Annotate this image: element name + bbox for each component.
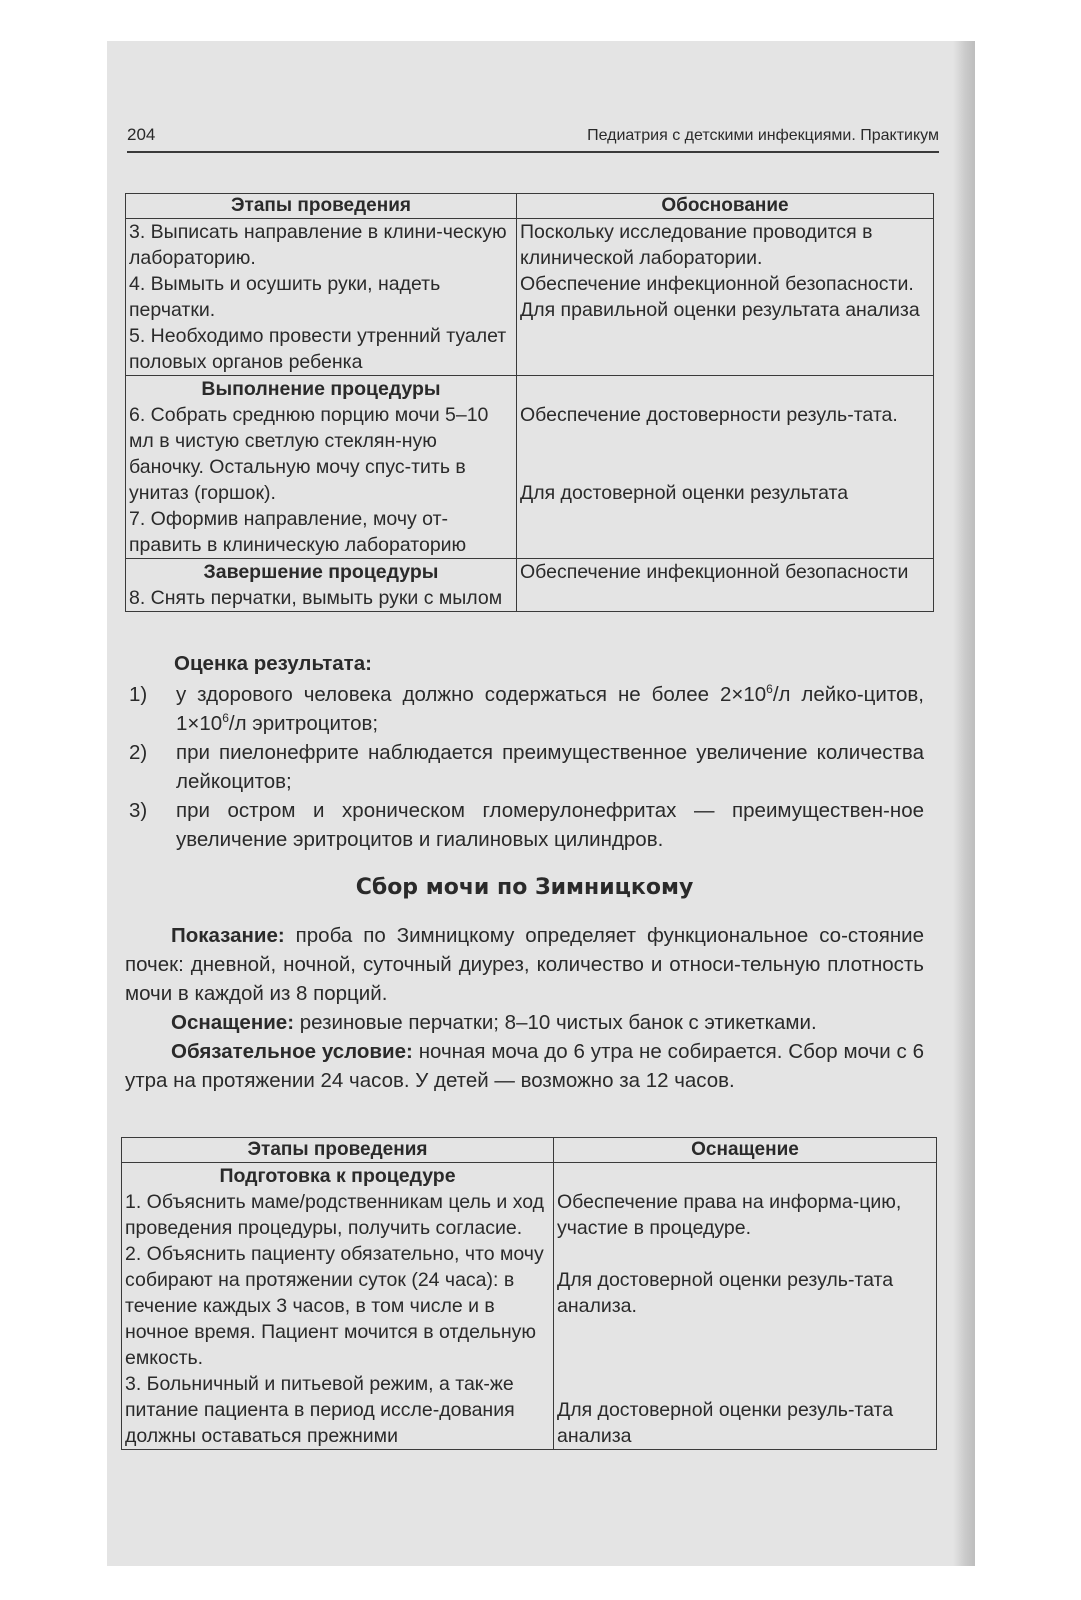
list-item: 3) при остром и хроническом гломерулонефритах — преимуществен-ное увеличение эритроцитов и гиалиновых цилиндров. (129, 799, 924, 851)
column-header: Этапы проведения (122, 1138, 554, 1163)
step-text: 3. Больничный и питьевой режим, а так-же питание пациента в период иссле-дования должны оставаться прежними (125, 1373, 515, 1447)
table-row (126, 219, 934, 376)
procedure-table-2 (121, 1137, 937, 1450)
table-cell (126, 219, 517, 376)
rationale-text: Для достоверной оценки результата (520, 482, 849, 504)
condition-paragraph: Обязательное условие: ночная моча до 6 утра не собирается. Сбор мочи с 6 утра на протяжении 24 часов. У детей — возможно за 12 часов. (125, 1040, 924, 1092)
step-text: 2. Объяснить пациенту обязательно, что мочу собирают на протяжении суток (24 часа): в течение каждых 3 часов, в том числе и в ночное время. Пациент мочится в отдельную емкость. (125, 1243, 544, 1369)
book-title: Педиатрия с детскими инфекциями. Практикум (587, 127, 939, 144)
column-header: Оснащение (554, 1138, 937, 1163)
rationale-text: Обеспечение инфекционной безопасности (520, 561, 909, 583)
table-cell (517, 559, 934, 612)
equipment-text: Для достоверной оценки резуль-тата анализа (557, 1399, 894, 1447)
step-text: 1. Объяснить маме/родственникам цель и ход проведения процедуры, получить согласие. (125, 1191, 545, 1239)
section-heading: Завершение процедуры (203, 561, 439, 583)
step-text: 5. Необходимо провести утренний туалет половых органов ребенка (129, 325, 507, 373)
indication-paragraph: Показание: проба по Зимницкому определяет функциональное со-стояние почек: дневной, ночной, суточный диурез, количество и относи-тельную плотность мочи в каждой из 8 порций. (125, 924, 924, 1005)
rationale-text: Обеспечение инфекционной безопасности. (520, 273, 914, 295)
step-text: 7. Оформив направление, мочу от-править в клиническую лабораторию (129, 508, 467, 556)
rationale-text: Поскольку исследование проводится в клинической лаборатории. (520, 221, 873, 269)
rationale-text: Обеспечение достоверности резуль-тата. (520, 404, 898, 426)
table-cell (126, 559, 517, 612)
table-header-row (122, 1138, 937, 1163)
list-item: 2) при пиелонефрите наблюдается преимущественное увеличение количества лейкоцитов; (129, 741, 924, 793)
table-cell (517, 376, 934, 559)
table-cell (122, 1163, 554, 1450)
column-header: Этапы проведения (126, 194, 517, 219)
table-cell (126, 376, 517, 559)
column-header: Обоснование (517, 194, 934, 219)
result-evaluation (129, 649, 924, 854)
step-text: 8. Снять перчатки, вымыть руки с мылом (129, 587, 503, 609)
body-text (125, 921, 924, 1095)
equipment-paragraph: Оснащение: резиновые перчатки; 8–10 чистых банок с этикетками. (171, 1011, 817, 1034)
table-row (122, 1163, 937, 1450)
list-item: 1) у здорового человека должно содержаться не более $2\times 10^6/л$ лейко-цитов, $1\times 10^6/л$ эритроцитов; (129, 682, 924, 735)
table-cell (517, 219, 934, 376)
rationale-text: Для правильной оценки результата анализа (520, 299, 920, 321)
running-header (127, 117, 939, 153)
table-cell (554, 1163, 937, 1450)
step-text: 6. Собрать среднюю порцию мочи 5–10 мл в чистую светлую стеклян-ную баночку. Остальную мочу спус-тить в унитаз (горшок). (129, 404, 489, 504)
section-heading: Выполнение процедуры (201, 378, 441, 400)
step-text: 3. Выписать направление в клини-ческую лабораторию. (129, 221, 507, 269)
page-number: 204 (127, 125, 156, 144)
scanned-page (107, 41, 975, 1566)
table-row (126, 376, 934, 559)
result-heading: Оценка результата: (174, 652, 372, 675)
procedure-table-1 (125, 193, 934, 612)
equipment-text: Для достоверной оценки резуль-тата анализа. (557, 1269, 894, 1317)
table-header-row (126, 194, 934, 219)
step-text: 4. Вымыть и осушить руки, надеть перчатки. (129, 273, 441, 321)
result-list (129, 680, 924, 854)
equipment-text: Обеспечение права на информа-цию, участие в процедуре. (557, 1191, 902, 1239)
page-edge-shadow (953, 41, 975, 1566)
section-heading: Подготовка к процедуре (219, 1165, 456, 1187)
table-row (126, 559, 934, 612)
section-title: Сбор мочи по Зимницкому (355, 875, 694, 900)
